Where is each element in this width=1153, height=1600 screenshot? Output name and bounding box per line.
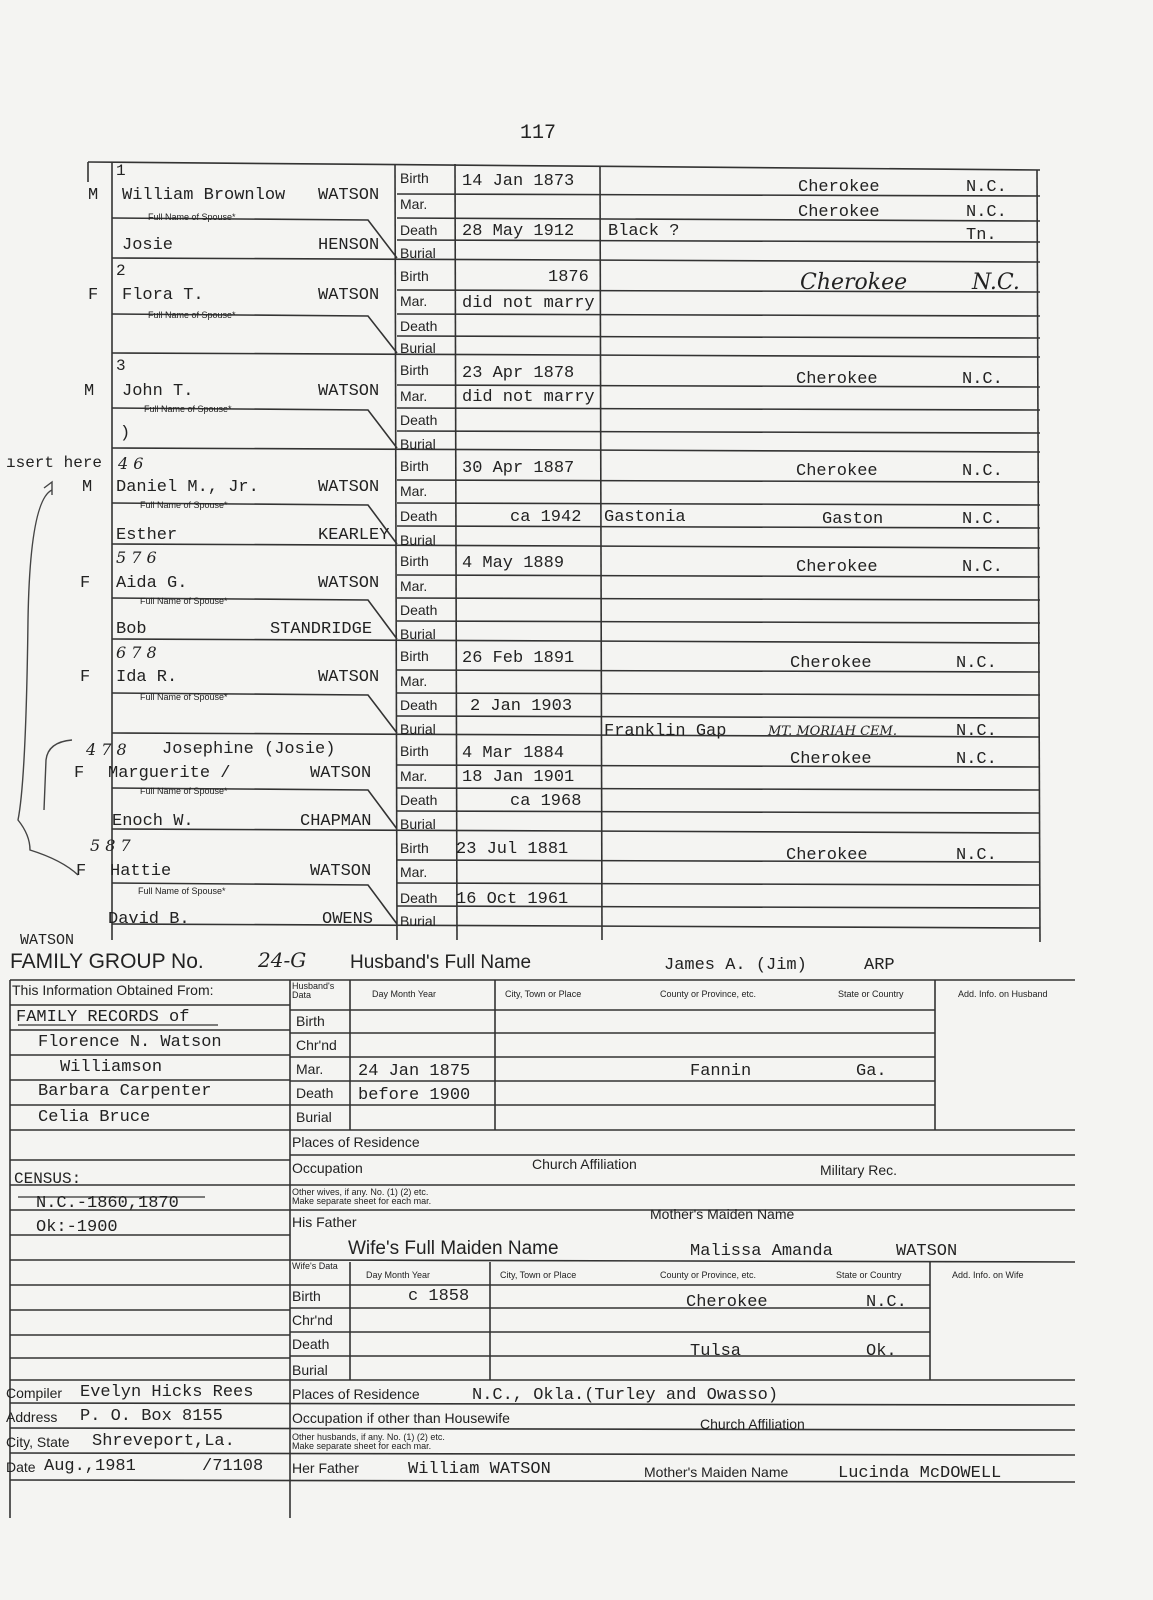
spouse-first: Bob — [116, 620, 147, 639]
burial-label: Burial — [400, 721, 436, 737]
county-province-label: County or Province, etc. — [660, 1270, 757, 1280]
occupation-wife-label: Occupation if other than Housewife — [292, 1410, 510, 1426]
child-sex: F — [88, 286, 99, 305]
birth-label: Birth — [400, 268, 429, 284]
child-surname: WATSON — [318, 286, 380, 305]
county: Cherokee — [798, 203, 880, 222]
child-surname: WATSON — [318, 478, 380, 497]
mar-label: Mar. — [400, 578, 428, 594]
death-place: Gastonia — [604, 508, 686, 527]
child-number: 4 7 8 — [86, 740, 127, 759]
death-label: Death — [400, 412, 438, 428]
birth-date: 4 May 1889 — [462, 554, 565, 573]
add-info-husband-label: Add. Info. on Husband — [958, 989, 1048, 999]
family-group-label: FAMILY GROUP No. — [10, 950, 204, 973]
spouse-surname: HENSON — [318, 236, 380, 255]
child-surname: WATSON — [310, 862, 372, 881]
spouse-label: Full Name of Spouse* — [148, 212, 236, 222]
wife-mother: Lucinda McDOWELL — [838, 1464, 1002, 1483]
death-label: Death — [400, 508, 438, 524]
death-place: Black ? — [608, 222, 680, 241]
spouse-label: Full Name of Spouse* — [140, 500, 228, 510]
state: N.C. — [956, 722, 997, 741]
marriage: did not marry — [462, 294, 595, 313]
child-name: Aida G. — [116, 574, 188, 593]
census-line: N.C.-1860,1870 — [36, 1194, 179, 1213]
child-name: Daniel M., Jr. — [116, 478, 259, 497]
burial-label: Burial — [400, 913, 436, 929]
child-sex: M — [88, 186, 99, 205]
county-province-label: County or Province, etc. — [660, 989, 757, 999]
child-surname: WATSON — [310, 764, 372, 783]
child-sex: F — [80, 574, 91, 593]
compiler-zip: /71108 — [202, 1457, 264, 1476]
source-line: Williamson — [60, 1058, 163, 1077]
county: Cherokee — [796, 558, 878, 577]
state: N.C. — [962, 558, 1003, 577]
birth-label: Birth — [292, 1288, 321, 1304]
source-line: FAMILY RECORDS of — [16, 1008, 190, 1027]
date-label: Date — [6, 1459, 36, 1475]
county: Cherokee — [798, 178, 880, 197]
spouse-label: Full Name of Spouse* — [140, 692, 228, 702]
death-label: Death — [400, 697, 438, 713]
compiler-city: Shreveport,La. — [92, 1432, 235, 1451]
child-sex: M — [84, 382, 95, 401]
burial-label: Burial — [400, 532, 436, 548]
county: Cherokee — [796, 370, 878, 389]
state: N.C. — [956, 750, 997, 769]
county: Gaston — [822, 510, 884, 529]
state: N.C. — [962, 510, 1003, 529]
child-name: John T. — [122, 382, 194, 401]
other-wives-label: Other wives, if any. No. (1) (2) etc. — [292, 1187, 429, 1197]
child-sex: F — [74, 764, 85, 783]
birth-label: Birth — [400, 458, 429, 474]
spouse-first: Enoch W. — [112, 812, 194, 831]
birth-date: 23 Jul 1881 — [456, 840, 569, 859]
state: N.C. — [966, 203, 1007, 222]
birth-date: 23 Apr 1878 — [462, 364, 575, 383]
mar-label: Mar. — [400, 388, 428, 404]
child-sex: F — [80, 668, 91, 687]
husband-death-date: before 1900 — [358, 1086, 471, 1105]
child-number: 4 6 — [118, 454, 144, 473]
child-name: Ida R. — [116, 668, 178, 687]
info-obtained-label: This Information Obtained From: — [12, 982, 214, 998]
mar-label: Mar. — [400, 196, 428, 212]
page-number: 117 — [520, 122, 557, 145]
church-label: Church Affiliation — [700, 1416, 805, 1432]
child-sex: M — [82, 478, 93, 497]
spouse-label: Full Name of Spouse* — [144, 404, 232, 414]
county: Cherokee — [790, 654, 872, 673]
child-name: Hattie — [110, 862, 172, 881]
death-date: ca 1968 — [510, 792, 582, 811]
state: N.C. — [972, 270, 1020, 295]
birth-label: Birth — [400, 840, 429, 856]
state: Tn. — [966, 226, 997, 245]
spouse-label: Full Name of Spouse* — [148, 310, 236, 320]
death-label: Death — [400, 890, 438, 906]
spouse-surname: KEARLEY — [318, 526, 390, 545]
state: N.C. — [956, 654, 997, 673]
husband-name: James A. (Jim) — [664, 956, 807, 975]
city-town-label: City, Town or Place — [500, 1270, 577, 1280]
child-name-2: Marguerite / — [108, 764, 231, 783]
census-line: Ok:-1900 — [36, 1218, 118, 1237]
child-name: William Brownlow — [122, 186, 286, 205]
death-label: Death — [400, 318, 438, 334]
mar-label: Mar. — [400, 768, 428, 784]
wife-birth-county: Cherokee — [686, 1293, 768, 1312]
her-father-label: Her Father — [292, 1460, 359, 1476]
source-line: Barbara Carpenter — [38, 1082, 212, 1101]
day-month-year-label: Day Month Year — [372, 989, 437, 999]
burial-label: Burial — [400, 245, 436, 261]
spouse-first: Josie — [122, 236, 174, 255]
his-father-label: His Father — [292, 1214, 357, 1230]
insert-here-note: ısert here — [6, 454, 103, 472]
child-surname: WATSON — [318, 668, 380, 687]
death-date: 28 May 1912 — [462, 222, 575, 241]
marriage: did not marry — [462, 388, 595, 407]
other-husbands-note: Make separate sheet for each mar. — [292, 1441, 432, 1451]
wife-maiden-label: Wife's Full Maiden Name — [348, 1238, 559, 1259]
spouse-mark: ) — [120, 424, 131, 443]
wifes-data-label: Wife's Data — [292, 1261, 338, 1271]
burial-label: Burial — [400, 340, 436, 356]
spouse-first: Esther — [116, 526, 178, 545]
add-info-wife-label: Add. Info. on Wife — [952, 1270, 1024, 1280]
burial-label: Burial — [400, 436, 436, 452]
child-surname: WATSON — [318, 186, 380, 205]
husband-marriage-date: 24 Jan 1875 — [358, 1062, 471, 1081]
birth-date: 26 Feb 1891 — [462, 649, 575, 668]
child-number: 5 7 6 — [116, 548, 157, 567]
spouse-first: David B. — [108, 910, 190, 929]
source-line: Florence N. Watson — [38, 1033, 222, 1052]
mothers-maiden-label: Mother's Maiden Name — [644, 1464, 789, 1480]
mar-label: Mar. — [296, 1061, 324, 1077]
places-residence-label: Places of Residence — [292, 1386, 420, 1402]
family-group-number: 24-G — [258, 948, 307, 972]
child-name: Josephine (Josie) — [162, 740, 336, 759]
husband-surname: ARP — [864, 956, 895, 975]
mar-label: Mar. — [400, 864, 428, 880]
birth-date: 4 Mar 1884 — [462, 744, 565, 763]
day-month-year-label: Day Month Year — [366, 1270, 431, 1280]
marriage-date: 18 Jan 1901 — [462, 768, 575, 787]
death-date: ca 1942 — [510, 508, 582, 527]
child-surname: WATSON — [318, 574, 380, 593]
spouse-label: Full Name of Spouse* — [140, 596, 228, 606]
burial-label: Burial — [296, 1109, 332, 1125]
wife-residence: N.C., Okla.(Turley and Owasso) — [472, 1386, 779, 1405]
county: Cherokee — [800, 270, 908, 295]
birth-label: Birth — [400, 362, 429, 378]
state-country-label: State or Country — [838, 989, 904, 999]
burial-label: Burial — [400, 816, 436, 832]
state: N.C. — [962, 462, 1003, 481]
mar-label: Mar. — [400, 293, 428, 309]
mar-label: Mar. — [400, 483, 428, 499]
state: N.C. — [956, 846, 997, 865]
burial-label: Burial — [292, 1362, 328, 1378]
city-state-label: City, State — [6, 1434, 70, 1450]
birth-label: Birth — [296, 1013, 325, 1029]
death-label: Death — [400, 602, 438, 618]
spouse-surname: CHAPMAN — [300, 812, 372, 831]
compiler-name: Evelyn Hicks Rees — [80, 1383, 254, 1402]
mar-label: Mar. — [400, 673, 428, 689]
wife-father: William WATSON — [408, 1460, 551, 1479]
birth-date: 30 Apr 1887 — [462, 459, 575, 478]
child-number: 1 — [116, 162, 126, 180]
wife-surname: WATSON — [896, 1242, 958, 1261]
source-line: Celia Bruce — [38, 1108, 151, 1127]
husbands-data-label: Husband's Data — [292, 981, 335, 1000]
church-label: Church Affiliation — [532, 1156, 637, 1172]
death-date: 16 Oct 1961 — [456, 890, 569, 909]
child-name: Flora T. — [122, 286, 204, 305]
death-label: Death — [292, 1336, 330, 1352]
wife-death-county: Tulsa — [690, 1342, 742, 1361]
wife-birth-date: c 1858 — [408, 1287, 470, 1306]
husband-full-name-label: Husband's Full Name — [350, 952, 532, 973]
state: N.C. — [966, 178, 1007, 197]
occupation-label: Occupation — [292, 1160, 363, 1176]
chrnd-label: Chr'nd — [296, 1037, 337, 1053]
death-date: 2 Jan 1903 — [470, 697, 573, 716]
chrnd-label: Chr'nd — [292, 1312, 333, 1328]
wife-death-state: Ok. — [866, 1342, 897, 1361]
child-number: 3 — [116, 357, 126, 375]
death-label: Death — [400, 792, 438, 808]
mothers-maiden-label: Mother's Maiden Name — [650, 1206, 795, 1222]
husband-marriage-county: Fannin — [690, 1062, 752, 1081]
military-label: Military Rec. — [820, 1162, 898, 1178]
child-number: 5 8 7 — [90, 836, 131, 855]
burial-place: Franklin Gap — [604, 722, 727, 741]
death-label: Death — [296, 1085, 334, 1101]
child-surname: WATSON — [318, 382, 380, 401]
other-wives-note: Make separate sheet for each mar. — [292, 1196, 432, 1206]
wife-birth-state: N.C. — [866, 1293, 907, 1312]
burial-label: Burial — [400, 626, 436, 642]
death-label: Death — [400, 222, 438, 238]
birth-label: Birth — [400, 743, 429, 759]
birth-label: Birth — [400, 648, 429, 664]
spouse-surname: OWENS — [322, 910, 374, 929]
watson-mark: WATSON — [20, 932, 75, 949]
address-label: Address — [6, 1409, 58, 1425]
compiler-address: P. O. Box 8155 — [80, 1407, 223, 1426]
child-number: 2 — [116, 262, 126, 280]
city-town-label: City, Town or Place — [505, 989, 582, 999]
child-number: 6 7 8 — [116, 643, 157, 662]
county: Cherokee — [786, 846, 868, 865]
county: Cherokee — [790, 750, 872, 769]
spouse-surname: STANDRIDGE — [270, 620, 373, 639]
birth-label: Birth — [400, 170, 429, 186]
child-sex: F — [76, 862, 87, 881]
compiler-label: Compiler — [6, 1385, 63, 1401]
spouse-label: Full Name of Spouse* — [140, 786, 228, 796]
wife-name: Malissa Amanda — [690, 1242, 833, 1261]
birth-label: Birth — [400, 553, 429, 569]
other-husbands-label: Other husbands, if any. No. (1) (2) etc. — [292, 1432, 445, 1442]
census-label: CENSUS: — [14, 1170, 82, 1188]
husband-marriage-state: Ga. — [856, 1062, 887, 1081]
birth-date: 1876 — [548, 268, 589, 287]
birth-date: 14 Jan 1873 — [462, 172, 575, 191]
places-residence-label: Places of Residence — [292, 1134, 420, 1150]
state-country-label: State or Country — [836, 1270, 902, 1280]
burial-cemetery: MT. MORIAH CEM. — [768, 724, 897, 739]
state: N.C. — [962, 370, 1003, 389]
compiler-date: Aug.,1981 — [44, 1457, 136, 1476]
spouse-label: Full Name of Spouse* — [138, 886, 226, 896]
county: Cherokee — [796, 462, 878, 481]
